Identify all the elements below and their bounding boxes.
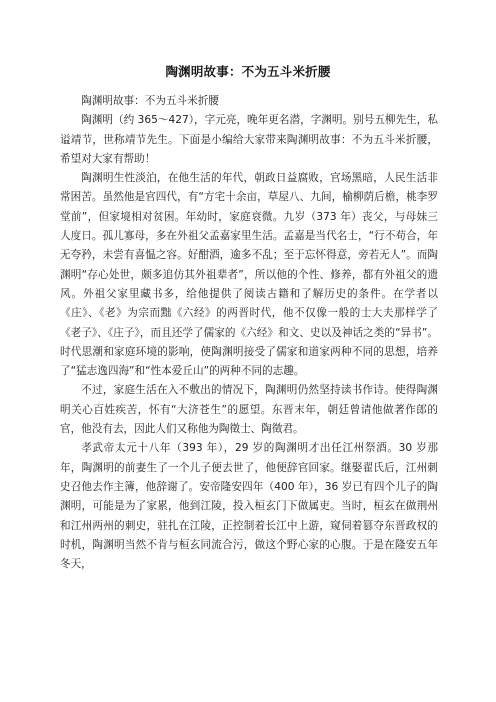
paragraph-subtitle: 陶渊明故事：不为五斗米折腰 xyxy=(81,95,219,107)
document-body xyxy=(60,92,438,574)
paragraph-intro: 陶渊明（约 365～427），字元亮，晚年更名潜，字渊明。别号五柳先生，私谥靖节，世称靖节先生。下面是小编给大家带来陶渊明故事：不为五斗米折腰，希望对大家有帮助！ xyxy=(60,114,438,165)
document-title: 陶渊明故事：不为五斗米折腰 xyxy=(165,64,331,79)
paragraph-early-life: 陶渊明生性淡泊，在他生活的年代，朝政日益腐败，官场黑暗，人民生活非常困苦。虽然他是官四代，有“方宅十余亩，草屋八、九间，榆柳荫后檐，桃李罗堂前”，但家境相对贫困。年幼时，家庭衰微。九岁（373 年）丧父，与母妹三人度日。孤儿寡母，多在外祖父孟嘉家里生活。孟嘉是当代名士，“行不苟合，年无夸矜，未尝有喜愠之容。好酣酒，逾多不乱；至于忘怀得意，旁若无人”。而陶渊明“存心处世，颇多追仿其外祖辈者”，所以他的个性、修养，都有外祖父的遗风。外祖父家里藏书多，给他提供了阅读古籍和了解历史的条件。在学者以《庄》、《老》为宗而黜《六经》的两晋时代，他不仅像一般的士大夫那样学了《老子》、《庄子》，而且还学了儒家的《六经》和文、史以及神话之类的“异书”。时代思潮和家庭环境的影响，使陶渊明接受了儒家和道家两种不同的思想，培养了“猛志逸四海”和“性本爱丘山”的两种不同的志趣。 xyxy=(60,172,438,378)
paragraph-career: 孝武帝太元十八年（393 年），29 岁的陶渊明才出任江州祭酒。30 岁那年，陶渊明的前妻生了一个儿子便去世了，他便辞官回家。继娶翟氏后，江州刺史召他去作主簿，他辞谢了。安帝隆安四年（400 年），36 岁已有四个儿子的陶渊明，可能是为了家累，他到江陵，投入桓玄门下做属吏。当时，桓玄在做荆州和江州两州的刺史，驻扎在江陵，正控制着长江中上游，窥伺着篡夺东晋政权的时机，陶渊明当然不肯与桓玄同流合污，做这个野心家的心腹。于是在隆安五年冬天， xyxy=(60,442,438,571)
paragraph-study: 不过，家庭生活在入不敷出的情况下，陶渊明仍然坚持读书作诗。使得陶渊明关心百姓疾苦，怀有“大济苍生”的愿望。东晋末年，朝廷曾请他做著作郎的官，他没有去，因此人们又称他为陶徵士、陶徵君。 xyxy=(60,384,438,436)
